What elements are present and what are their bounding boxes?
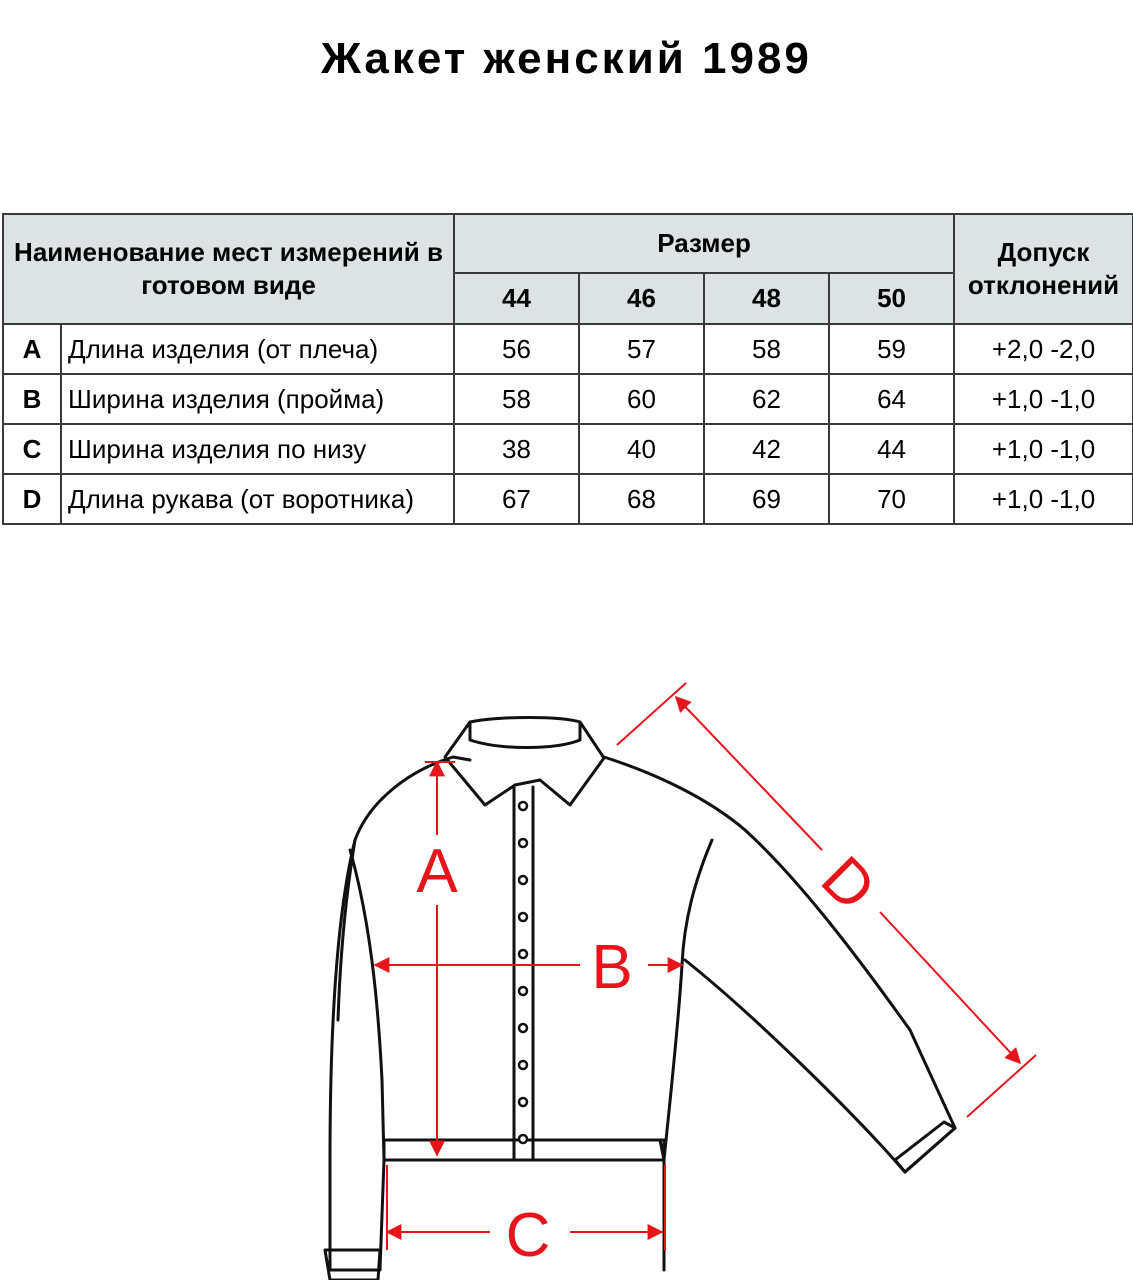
placket-buttons [519, 802, 527, 1143]
row-value: 62 [704, 374, 829, 424]
size-44-header: 44 [454, 273, 579, 324]
row-letter: C [3, 424, 61, 474]
row-value: 59 [829, 324, 954, 374]
row-value: 44 [829, 424, 954, 474]
label-d: D [808, 843, 889, 924]
row-value: 40 [579, 424, 704, 474]
header-measurement-name: Наименование мест измерений в готовом виде [3, 214, 454, 324]
row-value: 42 [704, 424, 829, 474]
row-value: 56 [454, 324, 579, 374]
size-50-header: 50 [829, 273, 954, 324]
row-letter: D [3, 474, 61, 524]
size-48-header: 48 [704, 273, 829, 324]
row-letter: B [3, 374, 61, 424]
row-value: 67 [454, 474, 579, 524]
row-letter: A [3, 324, 61, 374]
jacket-outline [325, 718, 955, 1280]
page-title: Жакет женский 1989 [321, 34, 812, 83]
header-tolerance: Допуск отклонений [954, 214, 1133, 324]
row-value: 57 [579, 324, 704, 374]
label-b: B [591, 933, 633, 1002]
row-value: 60 [579, 374, 704, 424]
row-tolerance: +1,0 -1,0 [954, 374, 1133, 424]
row-value: 58 [454, 374, 579, 424]
row-value: 70 [829, 474, 954, 524]
label-c: C [505, 1201, 551, 1270]
row-name: Ширина изделия (пройма) [61, 374, 454, 424]
row-tolerance: +1,0 -1,0 [954, 474, 1133, 524]
right-cuff [895, 1122, 955, 1172]
left-cuff [325, 1250, 380, 1280]
label-a: A [416, 837, 458, 906]
row-name: Ширина изделия по низу [61, 424, 454, 474]
row-value: 69 [704, 474, 829, 524]
measure-a [425, 762, 455, 1155]
row-value: 68 [579, 474, 704, 524]
jacket-body [330, 757, 664, 1270]
row-tolerance: +1,0 -1,0 [954, 424, 1133, 474]
row-value: 64 [829, 374, 954, 424]
row-tolerance: +2,0 -2,0 [954, 324, 1133, 374]
row-name: Длина изделия (от плеча) [61, 324, 454, 374]
row-name: Длина рукава (от воротника) [61, 474, 454, 524]
row-value: 58 [704, 324, 829, 374]
row-value: 38 [454, 424, 579, 474]
size-46-header: 46 [579, 273, 704, 324]
header-size: Размер [454, 214, 954, 273]
